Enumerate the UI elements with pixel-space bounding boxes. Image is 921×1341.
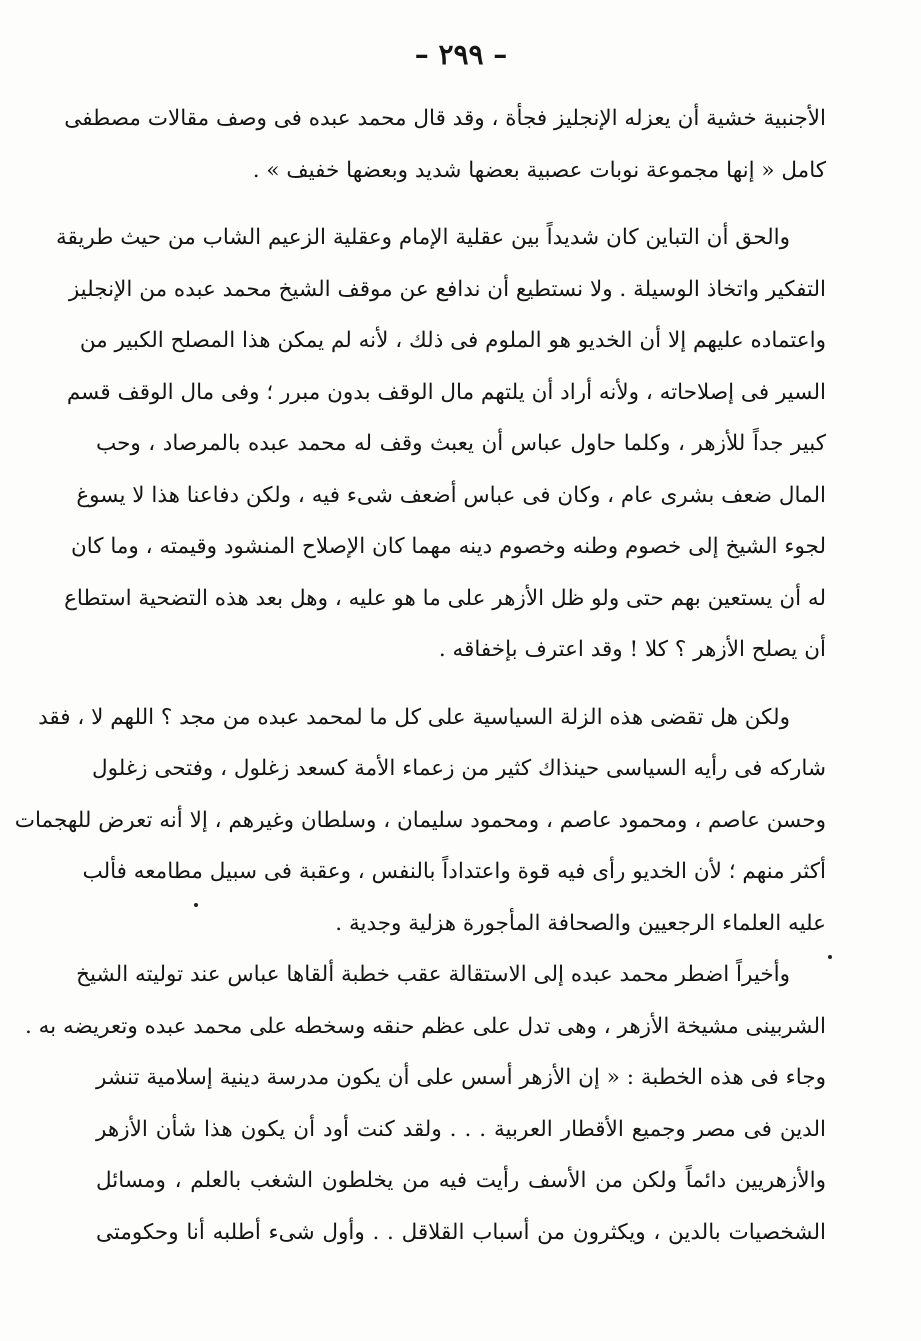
text-line: الدين فى مصر وجميع الأقطار العربية . . . ولقد كنت أود أن يكون هذا شأن الأزهر bbox=[96, 1116, 826, 1142]
text-line: وحسن عاصم ، ومحمود عاصم ، ومحمود سليمان ، وسلطان وغيرهم ، إلا أنه تعرض للهجمات bbox=[14, 807, 826, 833]
text-line: التفكير واتخاذ الوسيلة . ولا نستطيع أن ندافع عن موقف الشيخ محمد عبده من الإنجليز bbox=[68, 276, 826, 302]
text-line: أن يصلح الأزهر ؟ كلا ! وقد اعترف بإخفاقه . bbox=[438, 637, 826, 662]
text-line: وأخيراً اضطر محمد عبده إلى الاستقالة عقب خطبة ألقاها عباس عند توليته الشيخ bbox=[76, 962, 790, 987]
text-line: ولكن هل تقضى هذه الزلة السياسية على كل ما لمحمد عبده من مجد ؟ اللهم لا ، فقد bbox=[38, 704, 790, 730]
paragraph-4 bbox=[24, 949, 826, 1258]
paragraph-1 bbox=[64, 93, 826, 196]
text-line: كبير جداً للأزهر ، وكلما حاول عباس أن يعبث وقف له محمد عبده بالمرصاد ، وحب bbox=[96, 431, 826, 456]
scan-speck bbox=[828, 955, 832, 959]
text-line: وجاء فى هذه الخطبة : « إن الأزهر أسس على أن يكون مدرسة دينية إسلامية تنشر bbox=[96, 1065, 826, 1090]
text-line: عليه العلماء الرجعيين والصحافة المأجورة هزلية وجدية . bbox=[335, 910, 826, 936]
text-line: واعتماده عليهم إلا أن الخديو هو الملوم فى ذلك ، لأنه لم يمكن هذا المصلح الكبير من bbox=[79, 328, 826, 353]
text-line: الشخصيات بالدين ، ويكثرون من أسباب القلاقل . . وأول شىء أطلبه أنا وحكومتى bbox=[96, 1219, 826, 1245]
text-line: المال ضعف بشرى عام ، وكان فى عباس أضعف شىء فيه ، ولكن دفاعنا هذا لا يسوغ bbox=[76, 482, 826, 508]
text-line: الشربينى مشيخة الأزهر ، وهى تدل على عظم حنقه وسخطه على محمد عبده وتعريضه به . bbox=[24, 1013, 826, 1039]
paragraph-2 bbox=[56, 212, 826, 676]
text-line: كامل « إنها مجموعة نوبات عصبية بعضها شديد وبعضها خفيف » . bbox=[252, 157, 826, 183]
text-line: الأجنبية خشية أن يعزله الإنجليز فجأة ، وقد قال محمد عبده فى وصف مقالات مصطفى bbox=[64, 106, 826, 131]
text-line: أكثر منهم ؛ لأن الخديو رأى فيه قوة واعتداداً بالنفس ، وعقبة فى سبيل مطامعه فألب bbox=[82, 859, 826, 884]
paragraph-3 bbox=[14, 692, 826, 950]
text-line: والحق أن التباين كان شديداً بين عقلية الإمام وعقلية الزعيم الشاب من حيث طريقة bbox=[56, 225, 790, 250]
text-line: والأزهريين دائماً ولكن من الأسف رأيت فيه من يخلطون الشغب بالعلم ، ومسائل bbox=[96, 1168, 826, 1193]
text-line: شاركه فى رأيه السياسى حينذاك كثير من زعماء الأمة كسعد زغلول ، وفتحى زغلول bbox=[92, 756, 826, 781]
page-number: – ٢٩٩ – bbox=[414, 38, 508, 71]
text-line: له أن يستعين بهم حتى ولو ظل الأزهر على ما هو عليه ، وهل بعد هذه التضحية استطاع bbox=[64, 585, 826, 611]
scan-speck bbox=[194, 903, 198, 907]
text-line: لجوء الشيخ إلى خصوم وطنه وخصوم دينه مهما كان الإصلاح المنشود وقيمته ، وما كان bbox=[70, 534, 826, 559]
text-line: السير فى إصلاحاته ، ولأنه أراد أن يلتهم مال الوقف بدون مبرر ؛ وفى مال الوقف قسم bbox=[66, 379, 826, 405]
book-page bbox=[14, 38, 826, 1318]
